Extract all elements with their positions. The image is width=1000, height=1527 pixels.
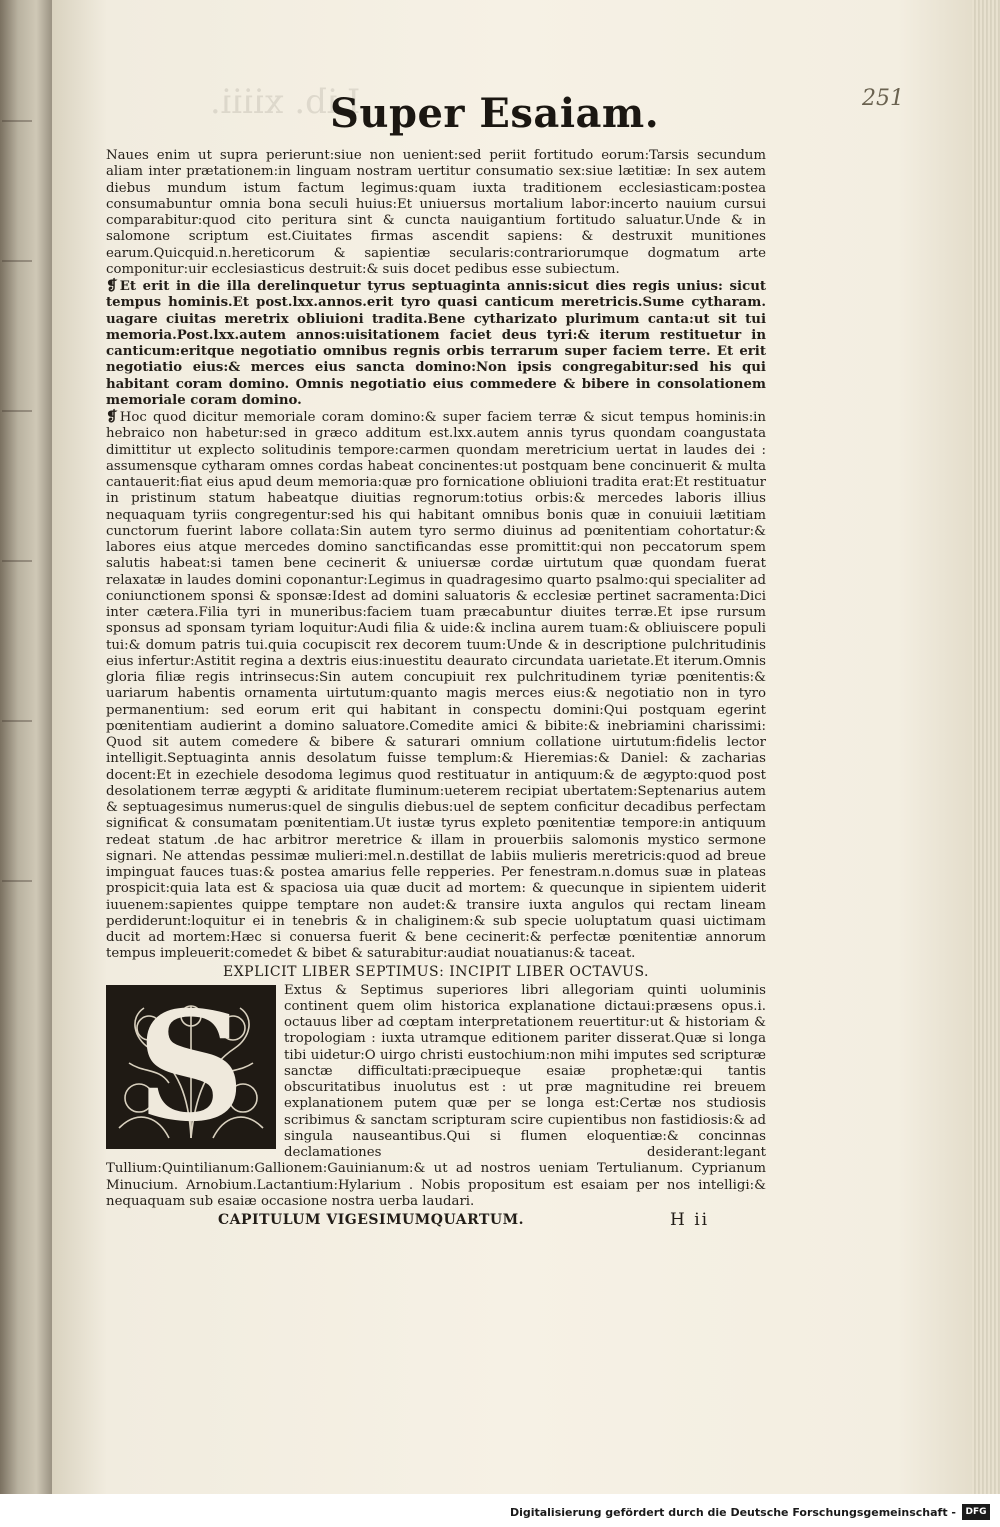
show-through-text: Lib. xiiii.	[210, 82, 361, 122]
main-text-block	[106, 148, 766, 1228]
initial-letter: S	[136, 978, 246, 1155]
page-edge-right	[972, 0, 1000, 1494]
paragraph-1: Naues enim ut supra perierunt:siue non uenient:sed periit fortitudo eorum:Tarsis secundum aliam inter prætationem:in linguam nostram uertitur consumatio sex:siue lætitiæ: In sex autem diebus mundum istum factum legimus:quam iuxta traditionem ecclesiasticam:postea consumabuntur omnia bona seculi huius:Et uniuersus mortalium labor:incerto nauium cursui comparabitur:quod cito peritura sint & cuncta nauigantium fortitudo saluatur.Unde & in salomone scriptum est.Ciuitates firmas ascendit sapiens: & destruxit munitiones earum.Quicquid.n.hereticorum & sapientiæ secularis:contrariorumque dogmatum arte componitur:uir ecclesiasticus destruit:& suis docet pedibus esse subiectum.	[106, 148, 766, 277]
paragraph-2-text: Et erit in die illa derelinquetur tyrus septuaginta annis:sicut dies regis unius: sicut tempus hominis.Et post.lxx.annos.erit tyro quasi canticum meretricis.Sume cytharam. uagare ciuitas meretrix obliuioni tradita.Bene cytharizato plurimum canta:ut sit tui memoria.Post.lxx.autem annos:uisitationem faciet deus tyri:& iterum restituetur in canticum:eritque negotiatio omnibus regnis orbis terrarum super faciem terre. Et erit negotiatio eius:& merces eius sancta domino:Non ipsis congregabitur:sed his qui habitant coram domino. Omnis negotiatio eius commedere & bibere in consolationem memoriale coram domino.	[106, 279, 766, 408]
dfg-logo: DFG	[962, 1504, 990, 1520]
footer-bar	[0, 1494, 1000, 1527]
paragraph-mark-icon: ❡	[106, 409, 118, 425]
decorated-initial	[106, 978, 276, 1155]
paragraph-3	[106, 409, 766, 963]
funding-credit: Digitalisierung gefördert durch die Deutsche Forschungsgemeinschaft -	[509, 1506, 956, 1519]
chapter-heading: CAPITULUM VIGESIMUMQUARTUM.	[218, 1212, 524, 1228]
initial-paragraph	[106, 978, 766, 1211]
running-title: Super Esaiam.	[330, 90, 660, 137]
handwritten-folio-number: 251	[862, 86, 904, 111]
book-left-edge	[0, 0, 52, 1494]
signature-mark: H ii	[670, 1210, 710, 1230]
paragraph-2	[106, 278, 766, 409]
paragraph-mark-icon: ❡	[106, 278, 118, 294]
paragraph-3-text: Hoc quod dicitur memoriale coram domino:& super faciem terræ & sicut tempus hominis:in hebraico non habetur:sed in græco additum est.lxx.autem annis tyrus quondam coangustata dimittitur ut explecto solitudinis tempore:carmen quondam meretricium uertat in laudes dei : assumensque cytharam omnes cordas habeat concinentes:ut postquam bene concinuerit & multa cantauerit:fiat eius apud deum memoria:quæ pro fornicatione obliuioni tradita erat:Et restituatur in pristinum statum habeatque diuitias regnorum:totius orbis:& mercedes laboris illius nequaquam tyriis congregentur:sed his qui habitant omnibus bonis quæ in conuiuii lætitiam cunctorum fuerint labore collata:Sin autem tyro sermo diuinus ad pœnitentiam cohortatur:& labores eius atque mercedes domino sanctificandas esse promittit:qui non peccatorum spem salutis habeat:si tamen bene cecinerit & uniuersæ cordæ uirtutum quæ quondam fuerat relaxatæ in laudes domini coponantur:Legimus in quadragesimo quarto psalmo:qui specialiter ad coniunctionem sponsi & sponsæ:Idest ad domini saluatoris & ecclesiæ pertinet sacramenta:Dici inter cætera.Filia tyri in muneribus:faciem tuam præcabuntur diuites terræ.Et ipse rursum sponsus ad sponsam tyriam loquitur:Audi filia & uide:& inclina aurem tuam:& obliuiscere populi tui:& domum patris tui.quia cocupiscit rex decorem tuum:Unde & in descriptione pulchritudinis eius infertur:Astitit regina a dextris eius:inuestitu deaurato circundata uarietate.Et iterum.Omnis gloria filiæ regis intrinsecus:Sin autem concupiuit rex pulchritudinem tyriæ pœnitentis:& uariarum habentis ornamenta uirtutum:quanto magis merces eius:& negotiatio non in tyro permanentium: sed eorum erit qui habitant in conspectu domini:Qui postquam egerint pœnitentiam audierint a domino saluatore.Comedite amici & bibite:& inebriamini charissimi: Quod sit autem comedere & bibere & saturari omnium collatione uirtutum:fidelis lector intelligit.Septuaginta annis desolatum fuisse templum:& Hieremias:& Daniel: & zacharias docent:Et in ezechiele desodoma legimus quod restituatur in antiquum:& de ægypto:quod post desolationem terræ ægypti & ariditate fluminum:ueterem recipiat ubertatem:Septenarius autem & septuagesimus numerus:quel de singulis diebus:uel de septem conficitur decadibus perfectam significat & consumatam pœnitentiam.Ut iustæ tyrus expleto pœnitentiæ tempore:in antiquum redeat statum .de hac arbitror meretrice & illam in prouerbiis salomonis mystico sermone signari. Ne attendas pessimæ mulieri:mel.n.destillat de labiis mulieris meretricis:quod ad breue impinguat fauces tuas:& postea amarius felle repperies. Per fenestram.n.domus suæ in plateas prospicit:quia lata est & spaciosa uia quæ ducit ad mortem: & quecunque in sipientem uiderit iuuenem:sapientes quippe temptare non audet:& transire iuxta angulos qui rectam lineam perdiderunt:loquitur ei in tenebris & in chaliginem:& sub specie uoluptatum quasi uictimam ducit ad mortem:Hæc si conuersa fuerit & bene cecinerit:& perfectæ pœnitentiæ annorum tempus impleuerit:comedet & bibet & saturabitur:audiat nouatianus:& taceat.	[106, 410, 766, 962]
paragraph-4: Extus & Septimus superiores libri allegoriam quinti uoluminis continent quem olim historica explanatione dictaui:præsens opus.i. octauus liber ad cœptam interpretationem reuertitur:ut & historiam & tropologiam : iuxta utramque editionem pariter disserat.Quæ si longa tibi uidetur:O uirgo christi eustochium:non mihi imputes sed scripturæ sanctæ difficultati:præcipueque esaiæ prophetæ:qui tantis obscuritatibus inuolutus est : ut præ magnitudine rei breuem explanationem putem quæ per se longa est:Certæ nos studiosis scribimus & sanctam scripturam scire cupientibus non fastidiosis:& ad singula nauseantibus.Qui si flumen eloquentiæ:& concinnas declamationes desiderant:legant Tullium:Quintilianum:Gallionem:Gauinianum:& ut ad nostros ueniam Tertulianum. Cyprianum Minucium. Arnobium.Lactantium:Hylarium . Nobis propositum est esaiam per nos intelligi:& nequaquam sub esaiæ occasione nostra uerba laudari.	[106, 982, 766, 1209]
explicit-heading: EXPLICIT LIBER SEPTIMUS: INCIPIT LIBER OCTAVUS.	[223, 963, 649, 980]
